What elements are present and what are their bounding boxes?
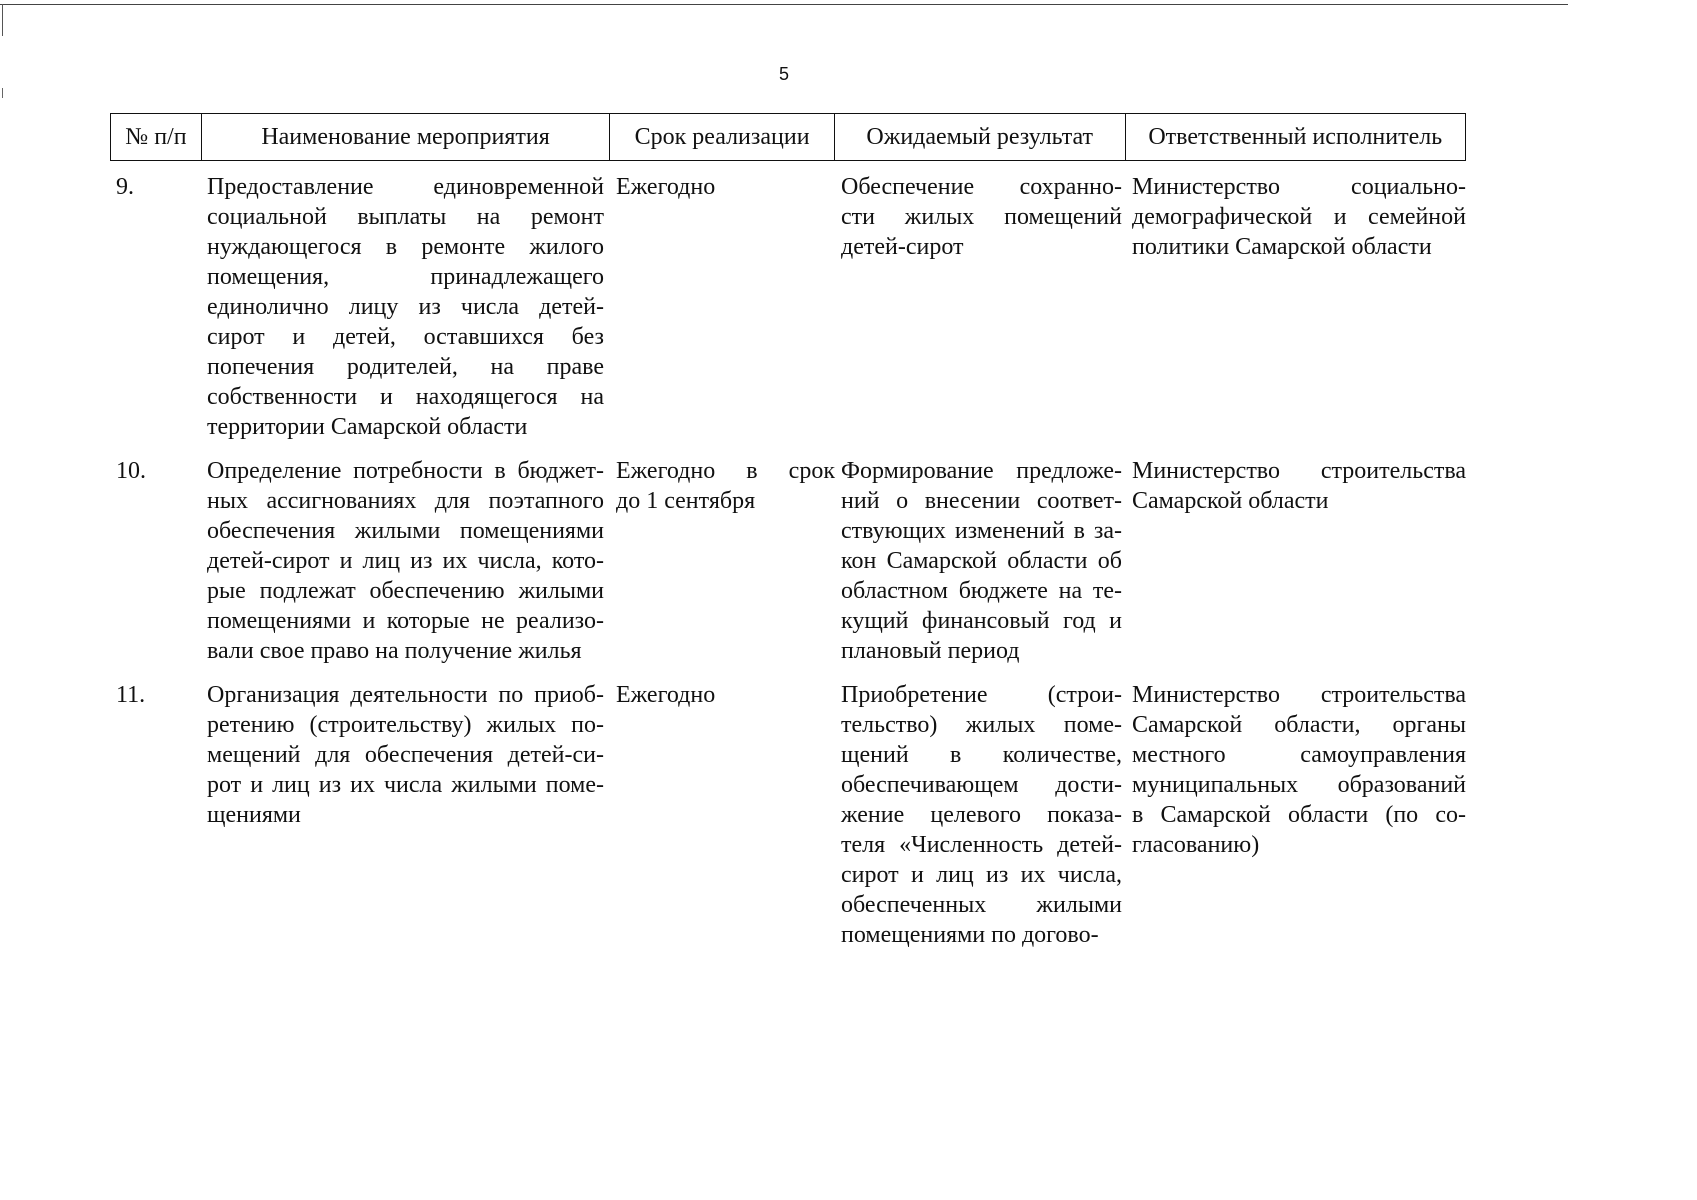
text-line: детей-сирот и лиц из их числа, кото-: [207, 548, 604, 574]
responsible-cell: [1126, 172, 1466, 442]
text-line: Самарской области: [1132, 488, 1329, 514]
text-line: гласованию): [1132, 832, 1260, 858]
text-line: Министерство строительства: [1132, 682, 1466, 708]
text-line: помещениями по догово-: [841, 922, 1099, 948]
text-line: областном бюджете на те-: [841, 578, 1122, 604]
expected-result-cell: [835, 680, 1126, 950]
text-line: тельство) жилых поме-: [841, 712, 1122, 738]
text-line: Предоставление единовременной: [207, 174, 604, 200]
text-line: кущий финансовый год и: [841, 608, 1122, 634]
text-line: обеспечения жилыми помещениями: [207, 518, 604, 544]
text-line: социальной выплаты на ремонт: [207, 204, 604, 230]
header-number: № п/п: [111, 114, 202, 160]
text-line: сти жилых помещений: [841, 204, 1122, 230]
text-line: помещениями и которые не реализо-: [207, 608, 604, 634]
text-line: мещений для обеспечения детей-си-: [207, 742, 604, 768]
row-number: 10.: [116, 458, 146, 484]
text-line: Ежегодно: [616, 174, 716, 200]
row-number: 11.: [116, 682, 146, 708]
header-responsible: Ответственный исполнитель: [1148, 123, 1443, 150]
table-row: [110, 172, 1466, 442]
activity-name-cell: [201, 680, 610, 950]
header-implementation-term: Срок реализации: [610, 114, 835, 160]
table-body: [110, 172, 1466, 964]
scan-mark: [2, 88, 3, 98]
table-row: [110, 680, 1466, 950]
text-line: собственности и находящегося на: [207, 384, 604, 410]
activity-name-cell: [201, 456, 610, 666]
text-line: ствующих изменений в за-: [841, 518, 1122, 544]
responsible-cell: [1126, 456, 1466, 666]
text-line: вали свое право на получение жилья: [207, 638, 582, 664]
text-line: единолично лицу из числа детей-: [207, 294, 604, 320]
text-line: детей-сирот: [841, 234, 964, 260]
text-line: до 1 сентября: [616, 488, 756, 514]
responsible-cell: [1126, 680, 1466, 950]
text-line: политики Самарской области: [1132, 234, 1432, 260]
text-line: Ежегодно в срок: [616, 458, 835, 484]
text-line: Самарской области, органы: [1132, 712, 1466, 738]
text-line: обеспеченных жилыми: [841, 892, 1122, 918]
text-line: помещения, принадлежащего: [207, 264, 604, 290]
text-line: Обеспечение сохранно-: [841, 174, 1122, 200]
text-line: ретению (строительству) жилых по-: [207, 712, 604, 738]
text-line: ных ассигнованиях для поэтапного: [207, 488, 604, 514]
text-line: Определение потребности в бюджет-: [207, 458, 604, 484]
text-line: сирот и лиц из их числа,: [841, 862, 1122, 888]
text-line: рот и лиц из их числа жилыми поме-: [207, 772, 604, 798]
text-line: в Самарской области (по со-: [1132, 802, 1466, 828]
text-line: муниципальных образований: [1132, 772, 1466, 798]
text-line: обеспечивающем дости-: [841, 772, 1122, 798]
header-expected-result: Ожидаемый результат: [835, 114, 1126, 160]
text-line: Министерство строительства: [1132, 458, 1466, 484]
text-line: жение целевого показа-: [841, 802, 1122, 828]
text-line: сирот и детей, оставшихся без: [207, 324, 604, 350]
text-line: нуждающегося в ремонте жилого: [207, 234, 604, 260]
text-line: местного самоуправления: [1132, 742, 1466, 768]
expected-result-cell: [835, 172, 1126, 442]
activity-name-cell: [201, 172, 610, 442]
term-cell: [610, 456, 835, 666]
page-number: 5: [778, 64, 789, 84]
expected-result-cell: [835, 456, 1126, 666]
scan-edge-top: [0, 4, 1568, 5]
text-line: рые подлежат обеспечению жилыми: [207, 578, 604, 604]
text-line: ний о внесении соответ-: [841, 488, 1122, 514]
table-row: [110, 456, 1466, 666]
text-line: попечения родителей, на праве: [207, 354, 604, 380]
text-line: плановый период: [841, 638, 1020, 664]
text-line: Формирование предложе-: [841, 458, 1122, 484]
text-line: Приобретение (строи-: [841, 682, 1122, 708]
text-line: щений в количестве,: [841, 742, 1122, 768]
scan-edge-left: [2, 4, 3, 36]
text-line: теля «Численность детей-: [841, 832, 1122, 858]
header-activity-name: Наименование мероприятия: [202, 114, 610, 160]
text-line: демографической и семейной: [1132, 204, 1466, 230]
text-line: Ежегодно: [616, 682, 716, 708]
text-line: кон Самарской области об: [841, 548, 1122, 574]
text-line: щениями: [207, 802, 301, 828]
term-cell: [610, 172, 835, 442]
term-cell: [610, 680, 835, 950]
row-number: 9.: [116, 174, 134, 200]
text-line: Министерство социально-: [1132, 174, 1466, 200]
table-header: [110, 113, 1466, 161]
text-line: Организация деятельности по приоб-: [207, 682, 604, 708]
text-line: территории Самарской области: [207, 414, 528, 440]
